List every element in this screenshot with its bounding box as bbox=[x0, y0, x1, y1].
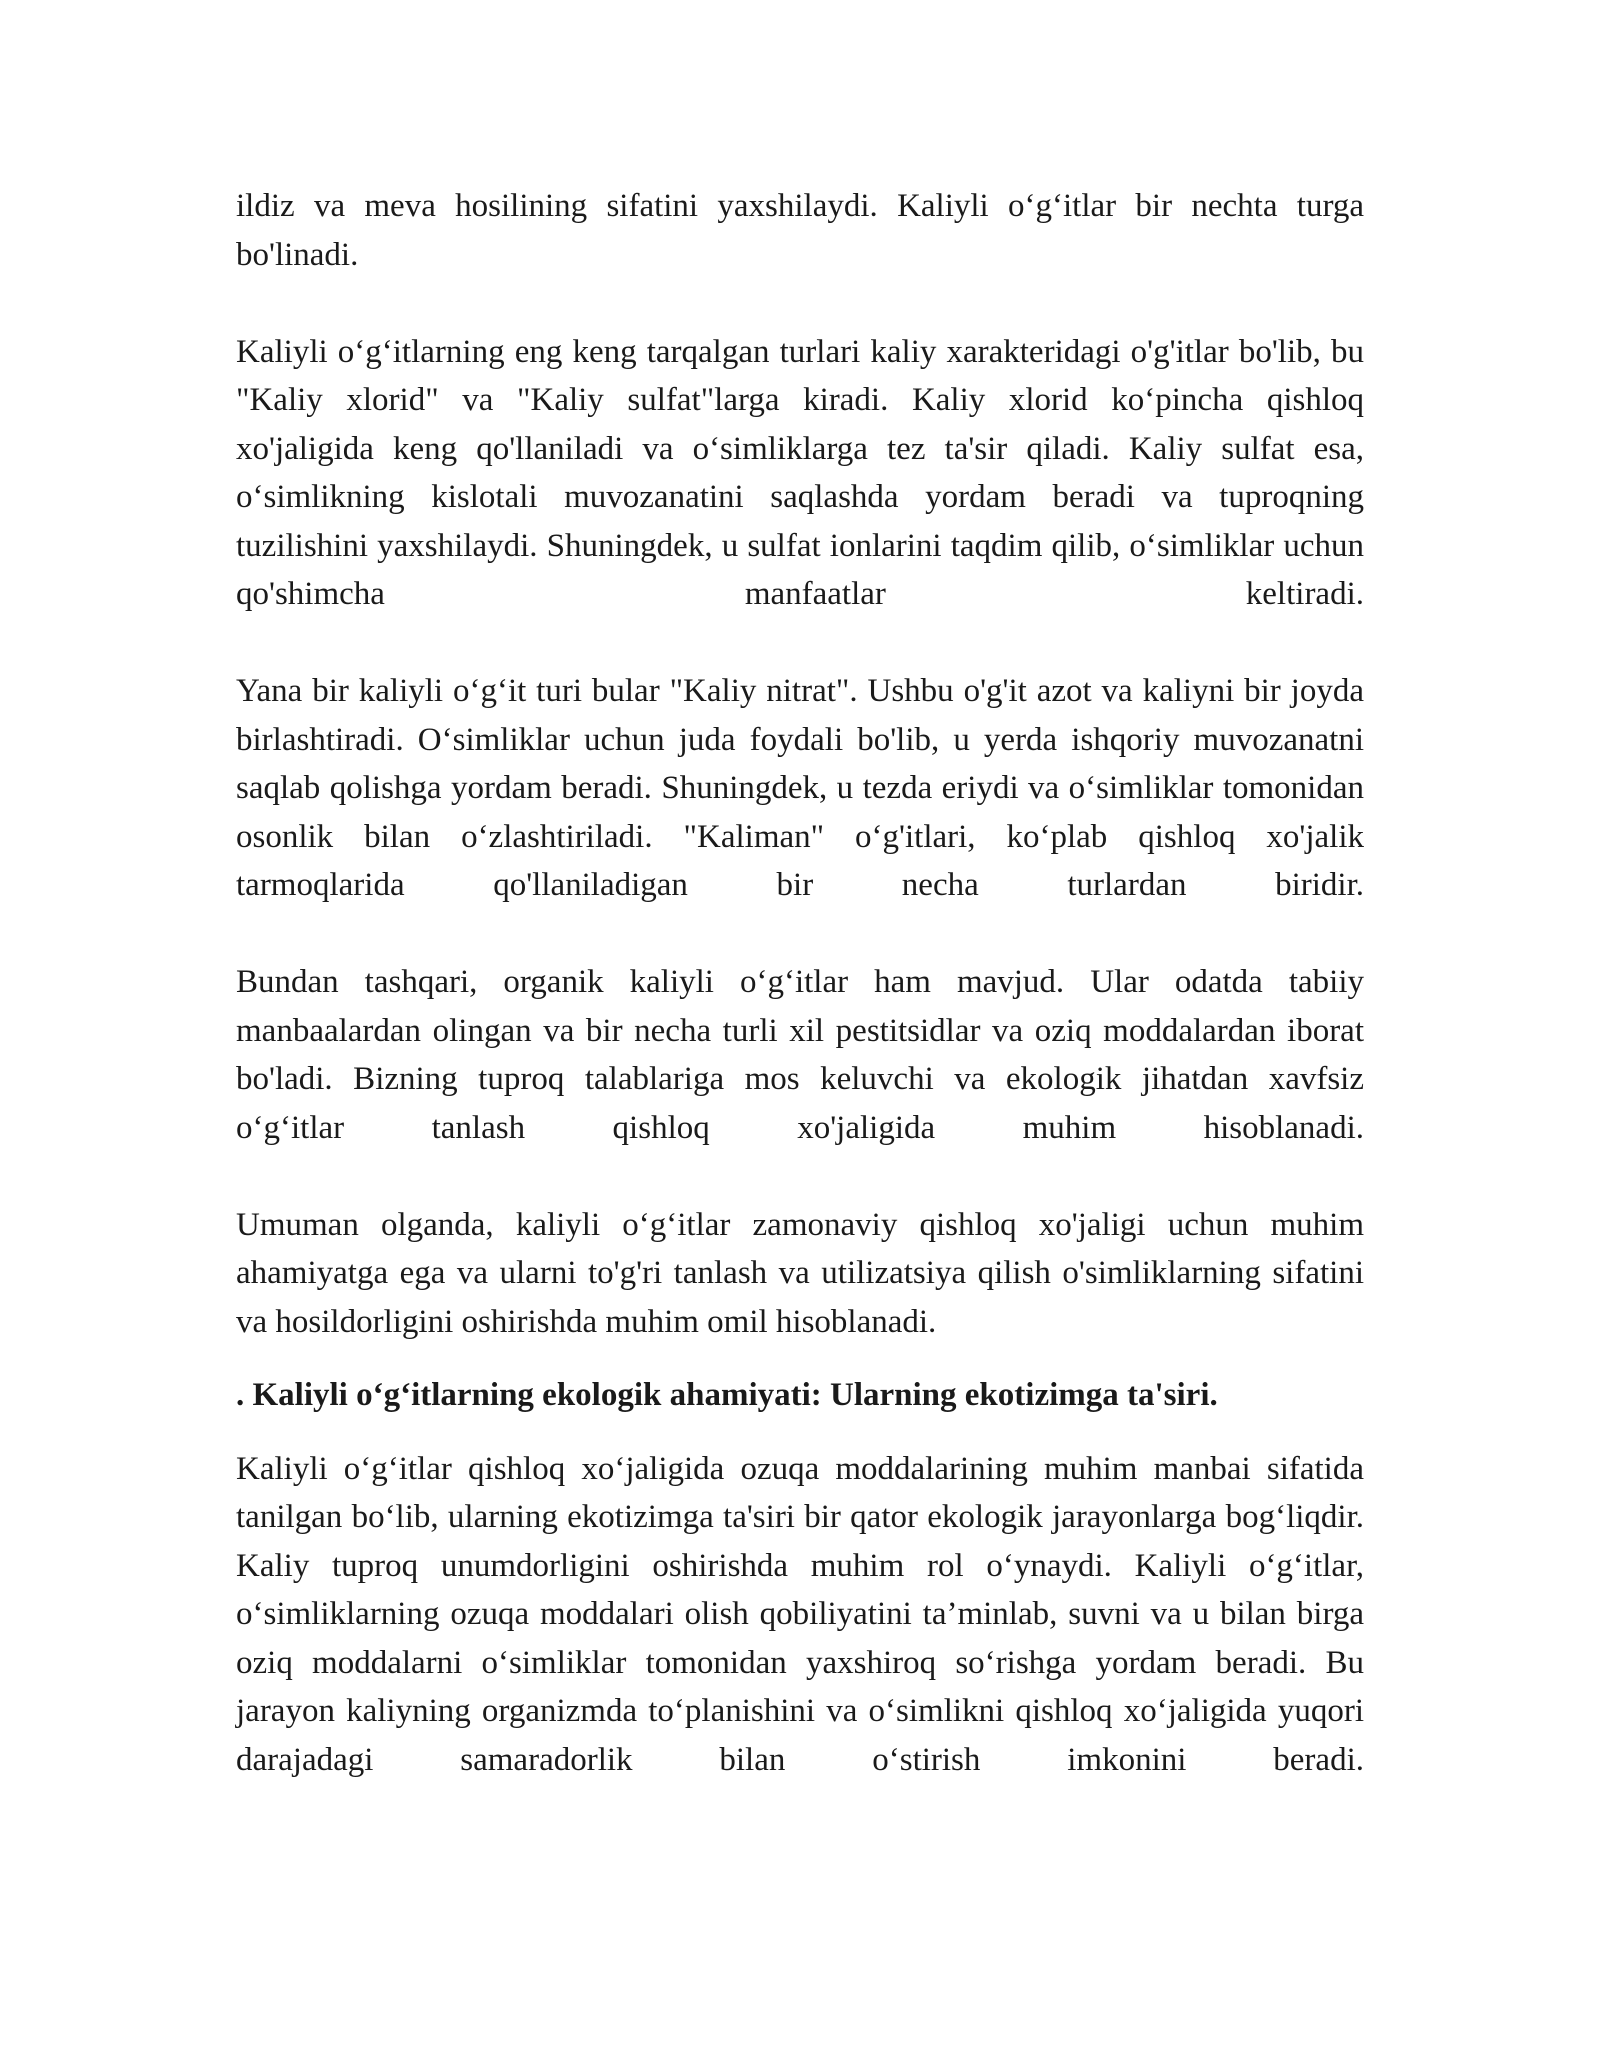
paragraph-potassium-chloride-sulfate: Kaliyli o‘g‘itlarning eng keng tarqalgan turlari kaliy xarakteridagi o'g'itlar bo'lib, bu "Kaliy xlorid" va "Kaliy sulfat"larga kiradi. Kaliy xlorid ko‘pincha qishloq xo'jaligida keng qo'llaniladi va o‘simliklarga tez ta'sir qiladi. Kaliy sulfat esa, o‘simlikning kislotali muvozanatini saqlashda yordam beradi va tuproqning tuzilishini yaxshilaydi. Shuningdek, u sulfat ionlarini taqdim qilib, o‘simliklar uchun qo'shimcha manfaatlar keltiradi. bbox=[236, 333, 1364, 612]
section-heading: . Kaliyli o‘g‘itlarning ekologik ahamiyati: Ularning ekotizimga ta'siri. bbox=[236, 1377, 1218, 1413]
paragraph-conclusion: Umuman olganda, kaliyli o‘g‘itlar zamonaviy qishloq xo'jaligi uchun muhim ahamiyatga ega va ularni to'g'ri tanlash va utilizatsiya qilish o'simliklarning sifatini va hosildorligini oshirishda muhim omil hisoblanadi. bbox=[236, 1206, 1364, 1340]
paragraph-intro: ildiz va meva hosilining sifatini yaxshilaydi. Kaliyli o‘g‘itlar bir nechta turga bo'linadi. bbox=[236, 188, 1364, 273]
paragraph-potassium-nitrate: Yana bir kaliyli o‘g‘it turi bular "Kaliy nitrat". Ushbu o'g'it azot va kaliyni bir joyda birlashtiradi. O‘simliklar uchun juda foydali bo'lib, u yerda ishqoriy muvozanatni saqlab qolishga yordam beradi. Shuningdek, u tezda eriydi va o‘simliklar tomonidan osonlik bilan o‘zlashtiriladi. "Kaliman" o‘g'itlari, ko‘plab qishloq xo'jalik tarmoqlarida qo'llaniladigan bir necha turlardan biridir. bbox=[236, 673, 1364, 903]
document-body bbox=[236, 182, 1364, 1833]
paragraph-organic-fertilizers: Bundan tashqari, organik kaliyli o‘g‘itlar ham mavjud. Ular odatda tabiiy manbaalardan olingan va bir necha turli xil pestitsidlar va oziq moddalardan iborat bo'ladi. Bizning tuproq talablariga mos keluvchi va ekologik jihatdan xavfsiz o‘g‘itlar tanlash qishloq xo'jaligida muhim hisoblanadi. bbox=[236, 964, 1364, 1146]
paragraph-ecological-impact: Kaliyli o‘g‘itlar qishloq xo‘jaligida ozuqa moddalarining muhim manbai sifatida tanilgan bo‘lib, ularning ekotizimga ta'siri bir qator ekologik jarayonlarga bog‘liqdir. Kaliy tuproq unumdorligini oshirishda muhim rol o‘ynaydi. Kaliyli o‘g‘itlar, o‘simliklarning ozuqa moddalari olish qobiliyatini ta’minlab, suvni va u bilan birga oziq moddalarni o‘simliklar tomonidan yaxshiroq so‘rishga yordam beradi. Bu jarayon kaliyning organizmda to‘planishini va o‘simlikni qishloq xo‘jaligida yuqori darajadagi samaradorlik bilan o‘stirish imkonini beradi. bbox=[236, 1450, 1364, 1778]
